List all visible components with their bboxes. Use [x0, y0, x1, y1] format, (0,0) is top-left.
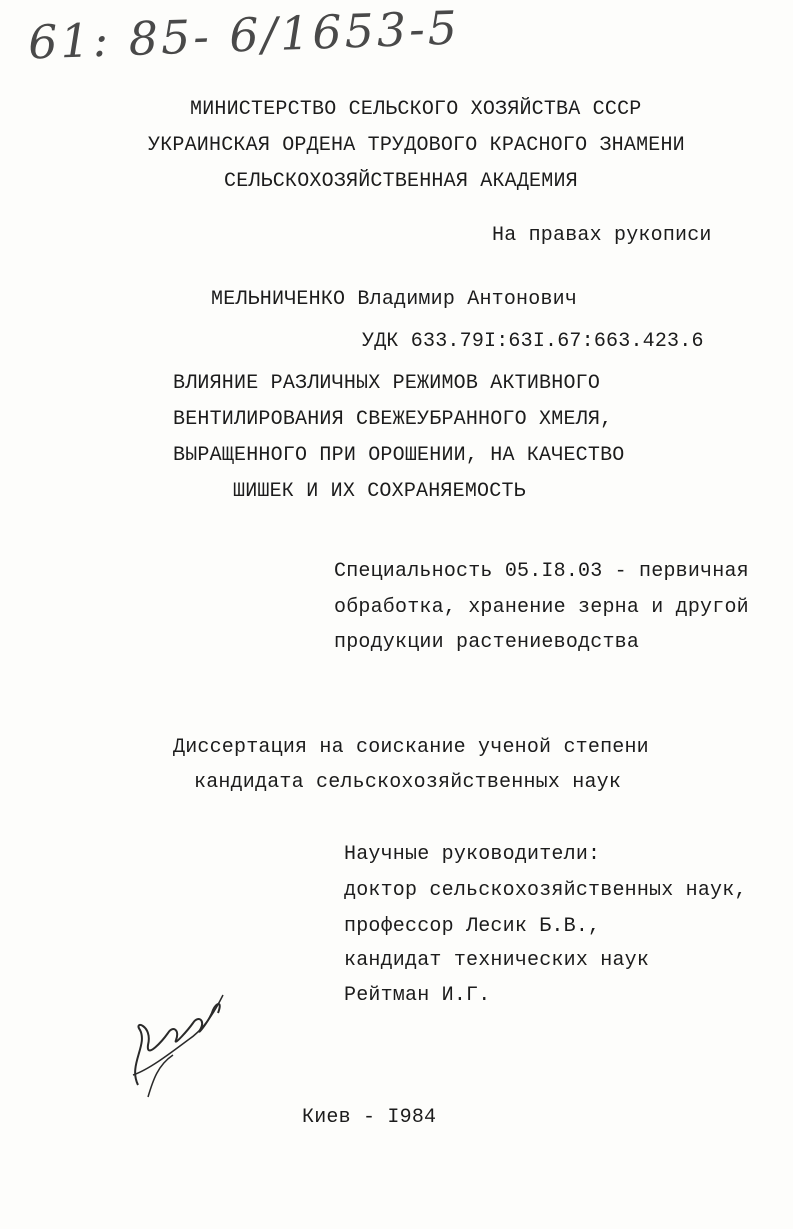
ministry-header: МИНИСТЕРСТВО СЕЛЬСКОГО ХОЗЯЙСТВА СССР: [190, 98, 642, 121]
supervisors-heading: Научные руководители:: [344, 843, 601, 866]
udc-code: УДК 633.79I:63I.67:663.423.6: [362, 330, 704, 353]
dissertation-title-line1: ВЛИЯНИЕ РАЗЛИЧНЫХ РЕЖИМОВ АКТИВНОГО: [173, 372, 601, 395]
city-year: Киев - I984: [302, 1106, 437, 1129]
dissertation-title-line3: ВЫРАЩЕННОГО ПРИ ОРОШЕНИИ, НА КАЧЕСТВО: [173, 444, 625, 467]
supervisor-line1: доктор сельскохозяйственных наук,: [344, 879, 747, 902]
supervisor-line4: Рейтман И.Г.: [344, 984, 491, 1007]
dissertation-degree-line2: кандидата сельскохозяйственных наук: [194, 771, 622, 794]
author-name: МЕЛЬНИЧЕНКО Владимир Антонович: [211, 288, 578, 311]
dissertation-degree-line1: Диссертация на соискание ученой степени: [173, 736, 649, 759]
handwritten-catalog-number: 61: 85- 6/1653-5: [27, 0, 461, 70]
supervisor-line3: кандидат технических наук: [344, 949, 650, 972]
handwritten-signature: [118, 985, 238, 1115]
manuscript-rights: На правах рукописи: [492, 224, 712, 247]
specialty-line1: Специальность 05.I8.03 - первичная: [334, 560, 749, 583]
specialty-line2: обработка, хранение зерна и другой: [334, 596, 749, 619]
dissertation-title-line2: ВЕНТИЛИРОВАНИЯ СВЕЖЕУБРАННОГО ХМЕЛЯ,: [173, 408, 613, 431]
specialty-line3: продукции растениеводства: [334, 631, 640, 654]
dissertation-title-line4: ШИШЕК И ИХ СОХРАНЯЕМОСТЬ: [233, 480, 526, 503]
academy-header-line1: УКРАИНСКАЯ ОРДЕНА ТРУДОВОГО КРАСНОГО ЗНАМЕНИ: [148, 134, 685, 157]
supervisor-line2: профессор Лесик Б.В.,: [344, 915, 601, 938]
academy-header-line2: СЕЛЬСКОХОЗЯЙСТВЕННАЯ АКАДЕМИЯ: [224, 170, 578, 193]
